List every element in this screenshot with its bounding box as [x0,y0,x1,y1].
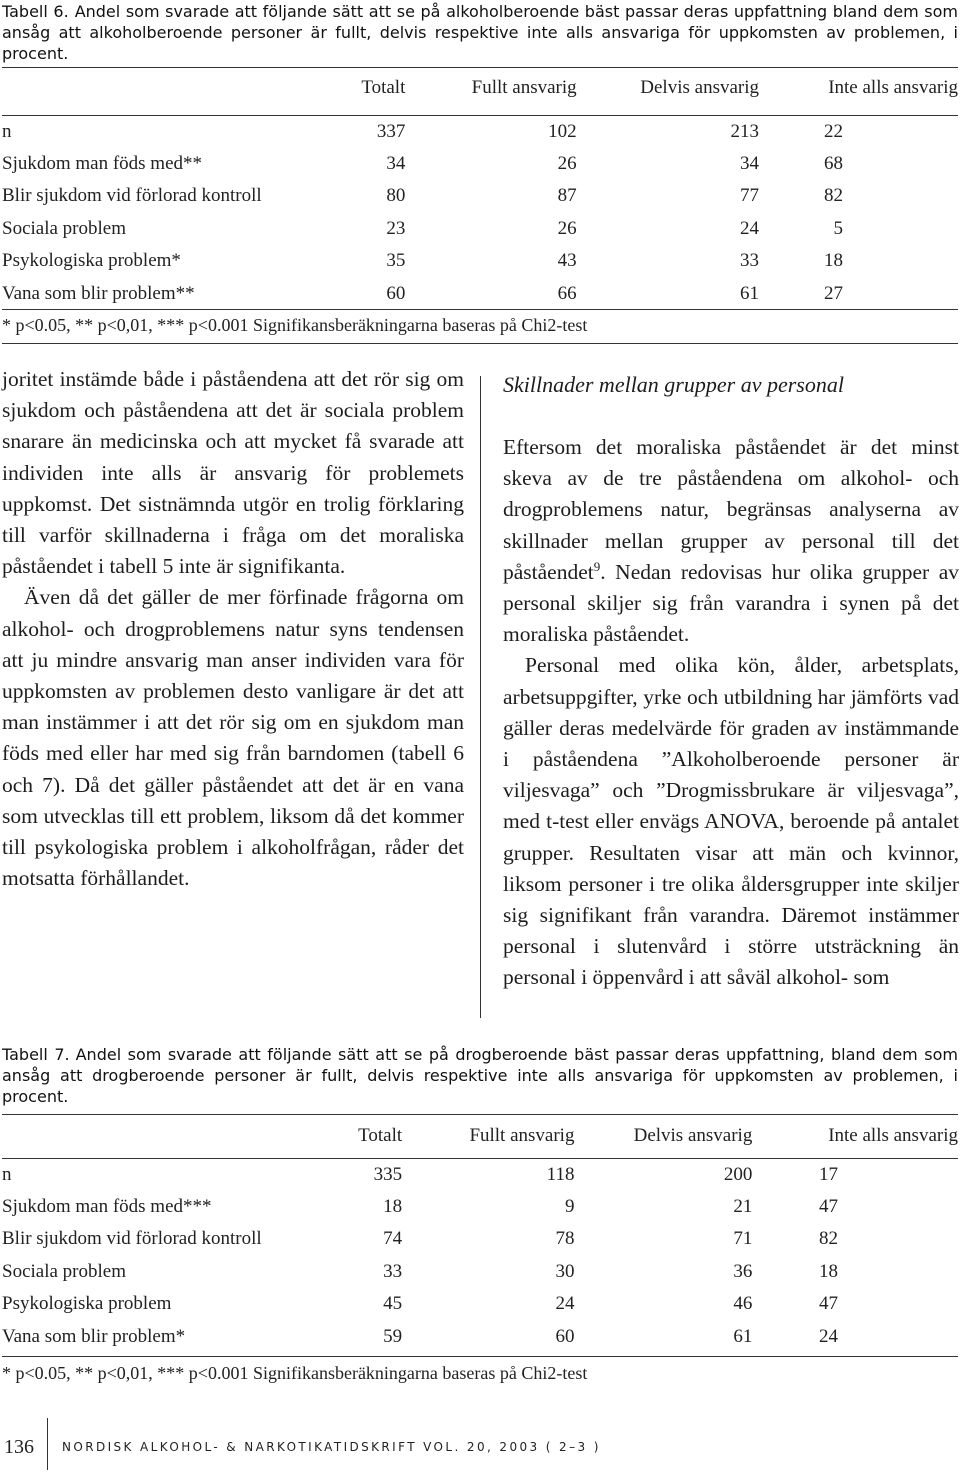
table7-row-label: Vana som blir problem* [2,1325,186,1347]
table-cell: 68 [824,152,843,174]
table-row [2,1158,958,1191]
table-cell: 18 [824,250,843,272]
table-cell: 102 [548,120,577,142]
right-paragraph-1-text: Eftersom det moraliska påståendet är det minst skeva av de tre påståendena om alkohol- och drogproblemens natur, begränsas analyserna av skillnader mellan grupper av personal till det påståendet [503,435,959,584]
table-cell: 34 [740,152,760,174]
table6-header-row [2,71,958,105]
table6-row-label: Blir sjukdom vid förlorad kontroll [2,185,262,207]
table-cell: 26 [557,152,577,174]
table-row [2,1321,958,1354]
table-row [2,1256,958,1289]
table-cell: 82 [819,1228,838,1250]
table7-row-label: Sjukdom man föds med*** [2,1195,212,1217]
table-cell: 17 [819,1163,838,1185]
table-cell: 46 [733,1293,753,1315]
table-cell: 66 [557,282,577,304]
table-cell: 45 [383,1293,403,1315]
table6-row-label: n [2,120,12,142]
left-paragraph-2: Även då det gäller de mer förfinade frågorna om alkohol- och drogproblemens natur syns tendensen att ju mindre ansvarig man anser individen vara för uppkomsten av problemen desto vanligare är det att man instämmer i att det rör sig om en sjukdom man föds med eller har med sig från barndomen (tabell 6 och 7). Då det gäller påståendet att det är en vana som utvecklas till ett problem, liksom då det kommer till psykologiska problem i alkoholfrågan, råder det motsatta förhållandet. [2,585,464,891]
table-cell: 18 [383,1195,403,1217]
table7-header-cell [2,1119,324,1153]
table-cell: 33 [740,250,760,272]
table6-header-cell: Inte alls ansvarig [828,77,958,98]
table6-bottom-rule [2,309,958,310]
table-cell: 80 [386,185,406,207]
table-cell: 77 [740,185,760,207]
table-cell: 22 [824,120,843,142]
table-cell: 47 [819,1293,838,1315]
table6 [2,71,958,310]
table-cell: 61 [733,1325,753,1347]
right-column [503,370,959,994]
table-cell: 34 [386,152,406,174]
table7-caption [2,1044,958,1107]
table-cell: 59 [383,1325,403,1347]
table6-caption-text: Andel som svarade att följande sätt att se på alkoholberoende bäst passar deras uppfattning bland dem som ansåg att alkoholberoende personer är fullt, delvis respektive inte alls ansvariga för uppkomsten av problemen, i procent. [2,2,958,63]
table6-row-label: Sociala problem [2,217,126,239]
footer-divider [47,1418,48,1470]
column-divider [480,376,481,1018]
table6-header-cell [2,71,323,105]
table7-row-label: Sociala problem [2,1260,126,1282]
footnote-marker: 9 [593,558,601,574]
table-cell: 5 [833,217,843,239]
table7-row-label: Blir sjukdom vid förlorad kontroll [2,1228,262,1250]
page-number: 136 [4,1436,34,1458]
table-cell: 36 [733,1260,753,1282]
table-row [2,245,958,278]
table7-row-label: n [2,1163,12,1185]
table-cell: 78 [555,1228,575,1250]
right-paragraph-1-text-cont: . Nedan redovisas hur olika grupper av personal skiljer sig från varandra i synen på det moraliska påståendet. [503,559,959,647]
table6-top-rule [2,67,958,68]
table-cell: 60 [386,282,406,304]
table-cell: 74 [383,1228,403,1250]
table-cell: 337 [376,120,406,142]
table-cell: 24 [819,1325,838,1347]
table-row [2,1191,958,1224]
left-column [2,364,464,894]
table-cell: 213 [730,120,760,142]
table-cell: 335 [373,1163,403,1185]
table6-row-label: Vana som blir problem** [2,282,195,304]
table-row [2,148,958,181]
table-cell: 87 [557,185,577,207]
table-cell: 21 [733,1195,753,1217]
table-cell: 30 [555,1260,575,1282]
table6-row-label: Sjukdom man föds med** [2,152,203,174]
table7 [2,1119,958,1353]
table-cell: 27 [824,282,843,304]
table-cell: 23 [386,217,406,239]
table7-header-cell: Inte alls ansvarig [828,1125,958,1146]
table6-header-cell: Delvis ansvarig [640,77,760,98]
table6-end-rule [2,343,958,344]
journal-name: NORDISK ALKOHOL- & NARKOTIKATIDSKRIFT VOL. 20, 2003 ( 2–3 ) [62,1440,601,1454]
table7-header-cell: Totalt [358,1125,403,1146]
table-cell: 35 [386,250,406,272]
table-cell: 200 [723,1163,753,1185]
table-row [2,180,958,213]
table7-top-rule [2,1114,958,1115]
right-paragraph-2: Personal med olika kön, ålder, arbetsplats, arbetsuppgifter, yrke och utbildning har jämförts vad gäller deras medelvärde för graden av instämmande i påståendena ”Alkoholberoende personer är viljesvaga” och ”Drogmissbrukare är viljesvaga”, med t-test eller envägs ANOVA, beroende på antalet grupper. Resultaten visar att män och kvinnor, liksom personer i tre olika åldersgrupper inte skiljer sig signifikant från varandra. Däremot instämmer personal i slutenvård i större utsträckning än personal i öppenvård i att såväl alkohol- som [503,653,959,990]
table6-header-cell: Fullt ansvarig [471,77,577,98]
table7-note: * p<0.05, ** p<0,01, *** p<0.001 Signifikansberäkningarna baseras på Chi2-test [2,1363,588,1383]
table7-bottom-rule [2,1356,958,1357]
table6-label: Tabell 6. [2,2,69,21]
table-cell: 18 [819,1260,838,1282]
table-cell: 82 [824,185,843,207]
table-row [2,278,958,311]
table6-caption [2,1,958,64]
table6-row-label: Psykologiska problem* [2,250,181,272]
table-cell: 9 [564,1195,575,1217]
table6-note: * p<0.05, ** p<0,01, *** p<0.001 Signifikansberäkningarna baseras på Chi2-test [2,315,588,335]
table7-row-label: Psykologiska problem [2,1293,172,1315]
table-cell: 61 [740,282,760,304]
section-heading: Skillnader mellan grupper av personal [503,372,844,397]
right-paragraph-1 [503,432,959,650]
table-cell: 71 [733,1228,753,1250]
table-cell: 26 [557,217,577,239]
table6-header-cell: Totalt [361,77,406,98]
table-row [2,1223,958,1256]
table-cell: 24 [555,1293,575,1315]
table7-header-cell: Delvis ansvarig [633,1125,753,1146]
table7-caption-text: Andel som svarade att följande sätt att se på drogberoende bäst passar deras uppfattning, bland dem som ansåg att drogberoende personer är fullt, delvis respektive inte alls ansvariga för uppkomsten av problemen, i procent. [2,1045,959,1106]
table-row [2,213,958,246]
table-cell: 118 [546,1163,575,1185]
table7-label: Tabell 7. [2,1045,70,1064]
table-row [2,115,958,148]
table-cell: 43 [557,250,577,272]
table-cell: 47 [819,1195,838,1217]
table-row [2,1288,958,1321]
table7-header-row [2,1119,958,1153]
table-cell: 24 [740,217,760,239]
left-paragraph-1: joritet instämde både i påståendena att det rör sig om sjukdom och påståendena att det är sociala problem snarare än medicinska och att mycket få svarade att individen inte alls är ansvarig för problemets uppkomst. Det sistnämnda utgör en trolig förklaring till varför skillnaderna i fråga om det moraliska påståendet i tabell 5 inte är signifikanta. [2,367,464,579]
table-cell: 60 [555,1325,575,1347]
table-cell: 33 [383,1260,403,1282]
table7-header-cell: Fullt ansvarig [469,1125,575,1146]
